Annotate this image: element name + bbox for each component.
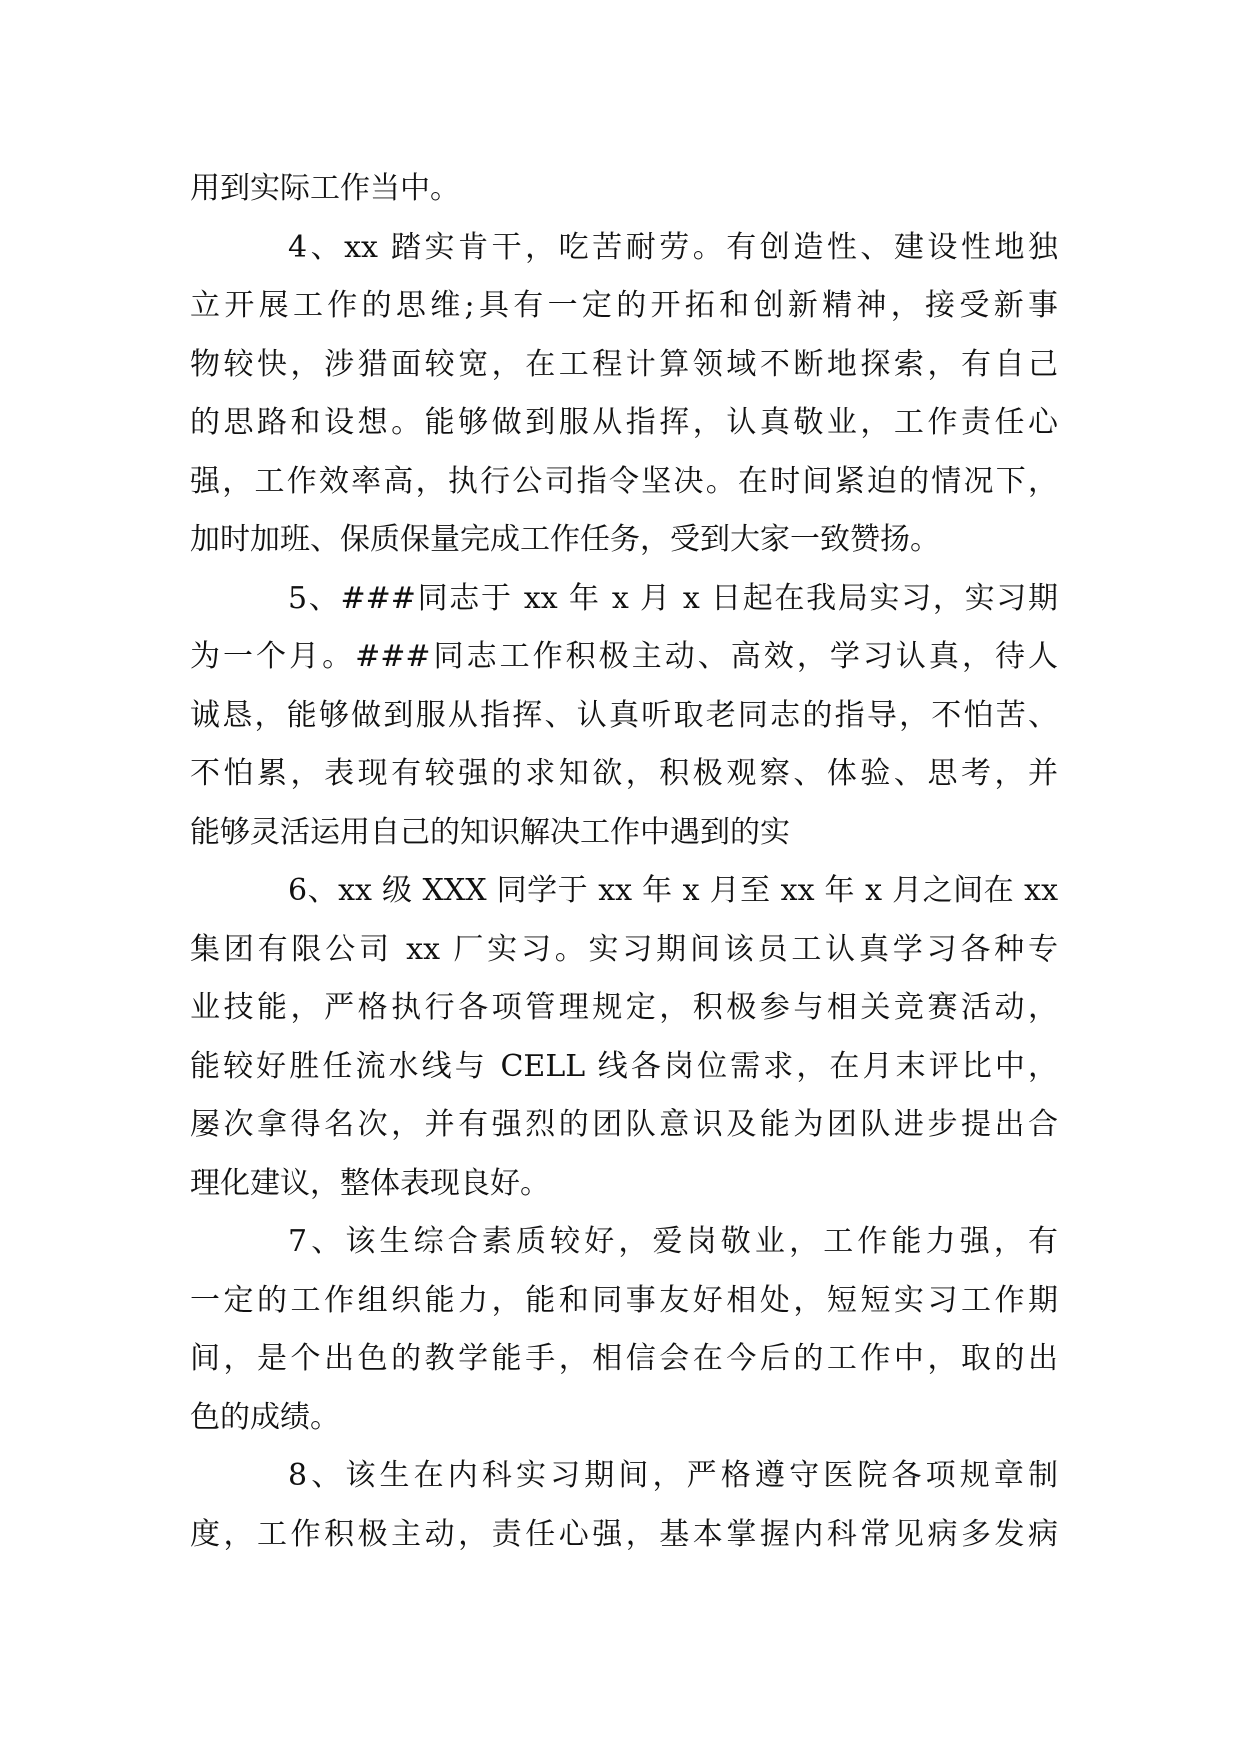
paragraph-5-line-5: 能够灵活运用自己的知识解决工作中遇到的实 (190, 814, 790, 850)
paragraph-6-line-6: 理化建议，整体表现良好。 (190, 1165, 550, 1201)
paragraph-continuation-line: 用到实际工作当中。 (190, 171, 460, 206)
paragraph-7-line-2: 一定的工作组织能力，能和同事友好相处，短短实习工作期 (190, 1282, 1058, 1318)
paragraph-8-line-1: 8、该生在内科实习期间，严格遵守医院各项规章制 (288, 1458, 1058, 1493)
paragraph-4-line-5: 强，工作效率高，执行公司指令坚决。在时间紧迫的情况下， (190, 463, 1058, 499)
paragraph-6-line-1: 6、xx 级 XXX 同学于 xx 年 x 月至 xx 年 x 月之间在 xx (288, 873, 1058, 908)
paragraph-6-line-2: 集团有限公司 xx 厂实习。实习期间该员工认真学习各种专 (190, 931, 1058, 967)
paragraph-8-line-2: 度，工作积极主动，责任心强，基本掌握内科常见病多发病 (190, 1516, 1058, 1552)
paragraph-4-line-2: 立开展工作的思维;具有一定的开拓和创新精神，接受新事 (190, 288, 1058, 323)
paragraph-7-line-3: 间，是个出色的教学能手，相信会在今后的工作中，取的出 (190, 1341, 1058, 1376)
document-body (190, 160, 1058, 1564)
paragraph-5-line-1: 5、###同志于 xx 年 x 月 x 日起在我局实习，实习期 (288, 580, 1058, 616)
paragraph-5-line-2: 为一个月。###同志工作积极主动、高效，学习认真，待人 (190, 639, 1058, 674)
paragraph-5-line-4: 不怕累，表现有较强的求知欲，积极观察、体验、思考，并 (190, 756, 1058, 791)
paragraph-6-line-3: 业技能，严格执行各项管理规定，积极参与相关竞赛活动， (190, 990, 1058, 1025)
paragraph-6-line-4: 能较好胜任流水线与 CELL 线各岗位需求，在月末评比中， (190, 1048, 1058, 1084)
paragraph-4-line-4: 的思路和设想。能够做到服从指挥，认真敬业，工作责任心 (190, 405, 1058, 440)
paragraph-6-line-5: 屡次拿得名次，并有强烈的团队意识及能为团队进步提出合 (190, 1107, 1058, 1142)
paragraph-4-line-1: 4、xx 踏实肯干，吃苦耐劳。有创造性、建设性地独 (288, 229, 1058, 265)
paragraph-4-line-3: 物较快，涉猎面较宽，在工程计算领域不断地探索，有自己 (190, 346, 1058, 382)
paragraph-4-line-6: 加时加班、保质保量完成工作任务，受到大家一致赞扬。 (190, 522, 940, 557)
paragraph-7-line-4: 色的成绩。 (190, 1399, 340, 1435)
paragraph-7-line-1: 7、该生综合素质较好，爱岗敬业，工作能力强，有 (288, 1224, 1058, 1259)
paragraph-5-line-3: 诚恳，能够做到服从指挥、认真听取老同志的指导，不怕苦、 (190, 697, 1058, 733)
